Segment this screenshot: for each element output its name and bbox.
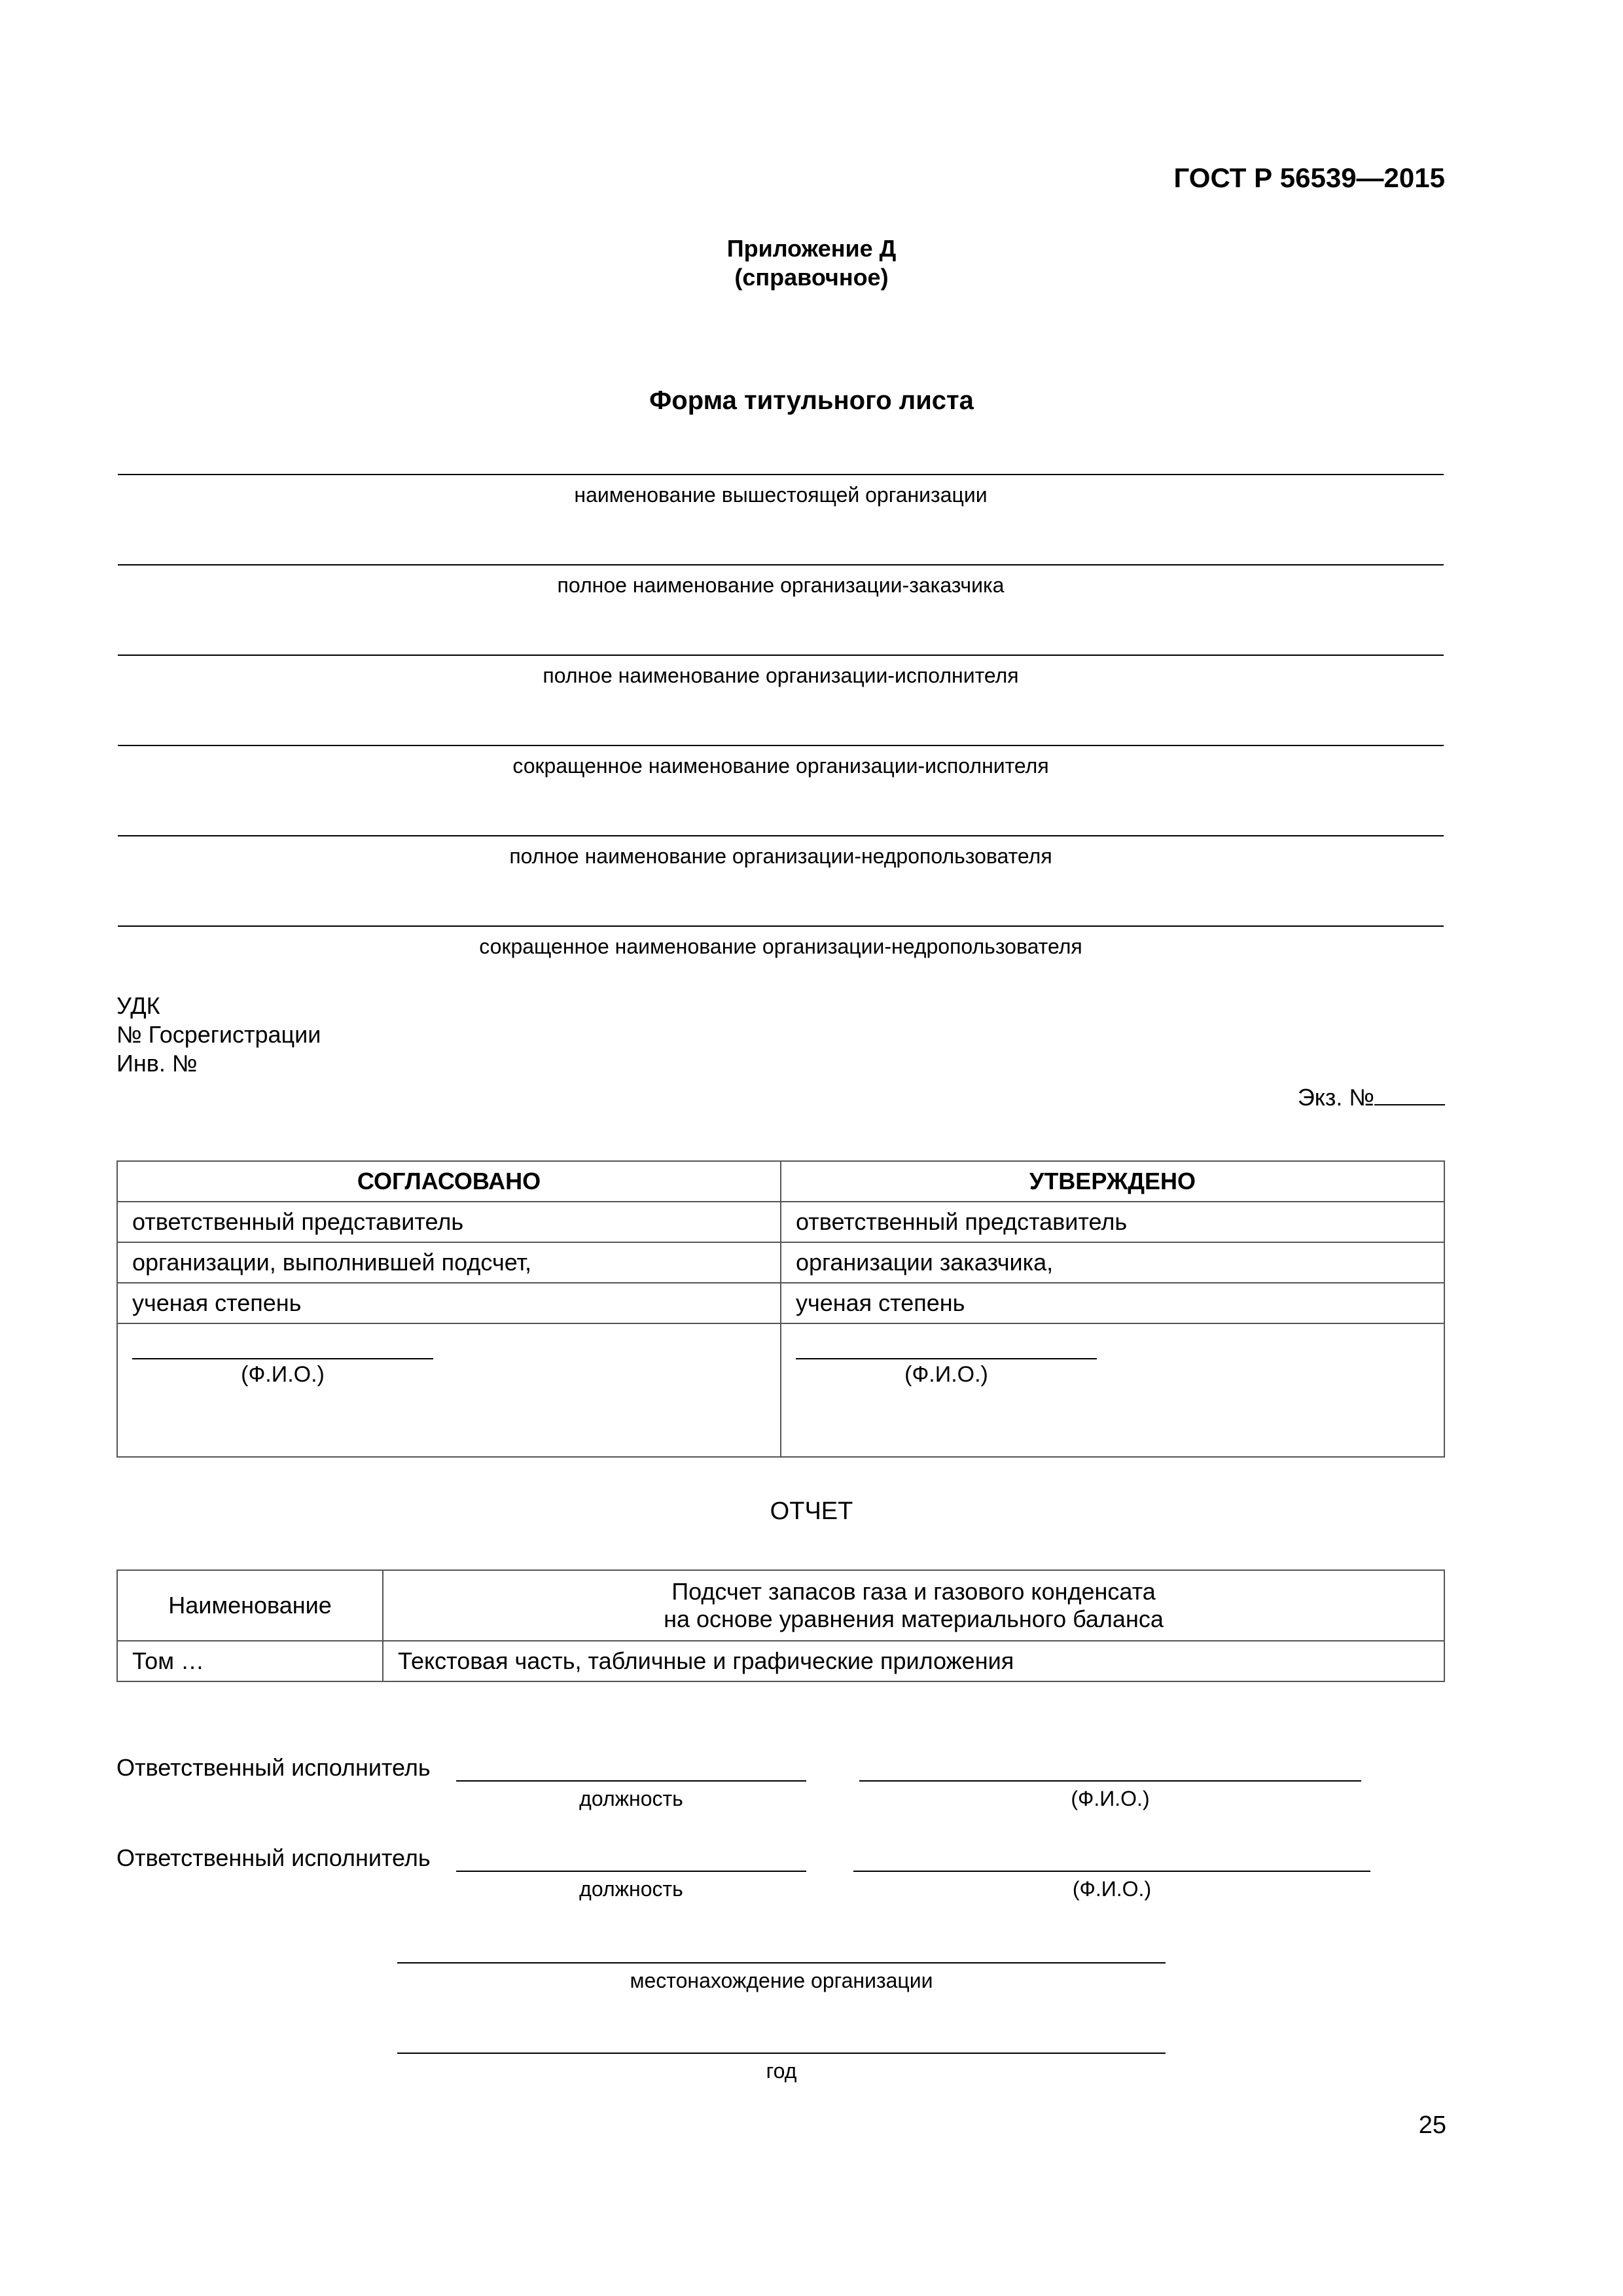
agreed-row: ученая степень (117, 1283, 781, 1323)
approved-row: ученая степень (781, 1283, 1444, 1323)
standard-code: ГОСТ Р 56539—2015 (1173, 162, 1445, 193)
annex-subtitle: (справочное) (734, 264, 889, 291)
location-caption: местонахождение организации (630, 1969, 933, 1992)
registry-block (116, 992, 321, 1078)
volume-label: Том … (117, 1641, 383, 1681)
approved-header: УТВЕРЖДЕНО (781, 1161, 1444, 1202)
position-line (456, 1871, 806, 1872)
annex-heading (0, 234, 1623, 292)
agreed-signature-cell (117, 1323, 781, 1457)
field-line (118, 835, 1444, 836)
agreed-row: ответственный представитель (117, 1202, 781, 1242)
location-line (397, 1962, 1166, 1964)
copy-number-label: Экз. № (1297, 1084, 1374, 1111)
signature-line (132, 1358, 433, 1359)
signature-caption: (Ф.И.О.) (904, 1362, 988, 1387)
field-line (118, 925, 1444, 927)
field-caption: полное наименование организации-недропользователя (509, 844, 1052, 868)
field-caption: сокращенное наименование организации-исполнителя (512, 754, 1049, 778)
executor-label: Ответственный исполнитель (116, 1754, 431, 1781)
agreed-header: СОГЛАСОВАНО (117, 1161, 781, 1202)
page-number: 25 (1418, 2111, 1446, 2139)
field-line (118, 564, 1444, 565)
name-line (853, 1871, 1370, 1872)
inventory-number-label: Инв. № (116, 1050, 198, 1077)
field-caption: полное наименование организации-заказчика (557, 573, 1005, 597)
name-caption: (Ф.И.О.) (1071, 1787, 1150, 1810)
approved-row: ответственный представитель (781, 1202, 1444, 1242)
approved-row: организации заказчика, (781, 1242, 1444, 1283)
field-line (118, 745, 1444, 746)
name-value-line: Подсчет запасов газа и газового конденсата (671, 1578, 1156, 1605)
field-line (118, 655, 1444, 656)
signature-caption: (Ф.И.О.) (241, 1362, 325, 1387)
name-caption: (Ф.И.О.) (1072, 1877, 1152, 1901)
executor-label: Ответственный исполнитель (116, 1844, 431, 1871)
copy-number (1298, 1084, 1445, 1111)
name-line (859, 1780, 1361, 1782)
year-caption: год (766, 2059, 797, 2083)
approved-signature-cell (781, 1323, 1444, 1457)
volume-value: Текстовая часть, табличные и графические приложения (383, 1641, 1444, 1681)
name-value-line: на основе уравнения материального баланса (664, 1605, 1164, 1632)
agreed-row: организации, выполнившей подсчет, (117, 1242, 781, 1283)
report-title: ОТЧЕТ (770, 1498, 853, 1525)
position-caption: должность (579, 1877, 683, 1901)
name-value (383, 1570, 1444, 1641)
name-label: Наименование (117, 1570, 383, 1641)
position-caption: должность (579, 1787, 683, 1810)
field-line (118, 474, 1444, 475)
form-title: Форма титульного листа (649, 386, 974, 415)
approval-table (116, 1160, 1445, 1458)
field-caption: сокращенное наименование организации-недропользователя (479, 935, 1082, 958)
report-name-table (116, 1570, 1445, 1682)
annex-title: Приложение Д (726, 235, 897, 262)
udk-label: УДК (116, 992, 160, 1019)
copy-number-blank (1374, 1085, 1445, 1105)
field-caption: полное наименование организации-исполнителя (543, 664, 1019, 687)
signature-line (796, 1358, 1097, 1359)
position-line (456, 1780, 806, 1782)
year-line (397, 2053, 1166, 2054)
registration-number-label: № Госрегистрации (116, 1021, 321, 1048)
field-caption: наименование вышестоящей организации (574, 483, 988, 507)
